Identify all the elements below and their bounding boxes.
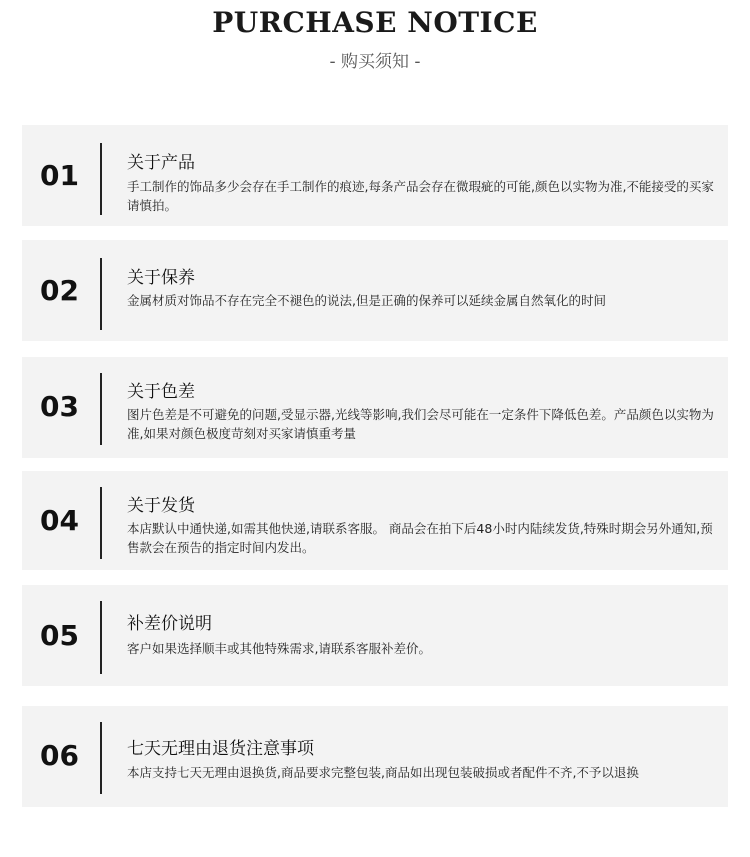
page-title: PURCHASE NOTICE xyxy=(212,6,538,39)
card-number: 06 xyxy=(40,739,79,772)
card-heading: 关于发货 xyxy=(127,496,195,516)
card-heading: 七天无理由退货注意事项 xyxy=(127,739,314,759)
card-text: 本店支持七天无理由退换货,商品要求完整包装,商品如出现包装破损或者配件不齐,不予以退换 xyxy=(127,765,639,780)
card-heading: 关于保养 xyxy=(127,268,195,288)
page-subtitle: - 购买须知 - xyxy=(329,52,421,72)
card-divider xyxy=(100,373,102,445)
card-number: 02 xyxy=(40,274,79,307)
notice-card-01 xyxy=(22,125,728,226)
card-text: 本店默认中通快递,如需其他快递,请联系客服。 商品会在拍下后48小时内陆续发货,特殊时期会另外通知,预售款会在预告的指定时间内发出。 xyxy=(127,521,713,555)
card-number: 05 xyxy=(40,619,79,652)
card-divider xyxy=(100,258,102,330)
card-divider xyxy=(100,487,102,559)
card-divider xyxy=(100,143,102,215)
notice-card-06 xyxy=(22,706,728,807)
card-text: 图片色差是不可避免的问题,受显示器,光线等影响,我们会尽可能在一定条件下降低色差。产品颜色以实物为准,如果对颜色极度苛刻对买家请慎重考量 xyxy=(127,407,714,441)
card-divider xyxy=(100,722,102,794)
card-number: 01 xyxy=(40,159,79,192)
card-text: 客户如果选择顺丰或其他特殊需求,请联系客服补差价。 xyxy=(127,641,431,656)
card-number: 04 xyxy=(40,504,79,537)
card-divider xyxy=(100,601,102,674)
card-text: 手工制作的饰品多少会存在手工制作的痕迹,每条产品会存在微瑕疵的可能,颜色以实物为准,不能接受的买家请慎拍。 xyxy=(127,179,714,213)
card-heading: 关于色差 xyxy=(127,382,195,402)
notice-card-05 xyxy=(22,585,728,686)
card-heading: 关于产品 xyxy=(127,153,195,173)
card-number: 03 xyxy=(40,390,79,423)
notice-card-03 xyxy=(22,357,728,458)
notice-card-04 xyxy=(22,471,728,570)
card-heading: 补差价说明 xyxy=(127,614,212,634)
notice-card-02 xyxy=(22,240,728,341)
card-text: 金属材质对饰品不存在完全不褪色的说法,但是正确的保养可以延续金属自然氧化的时间 xyxy=(127,293,606,308)
